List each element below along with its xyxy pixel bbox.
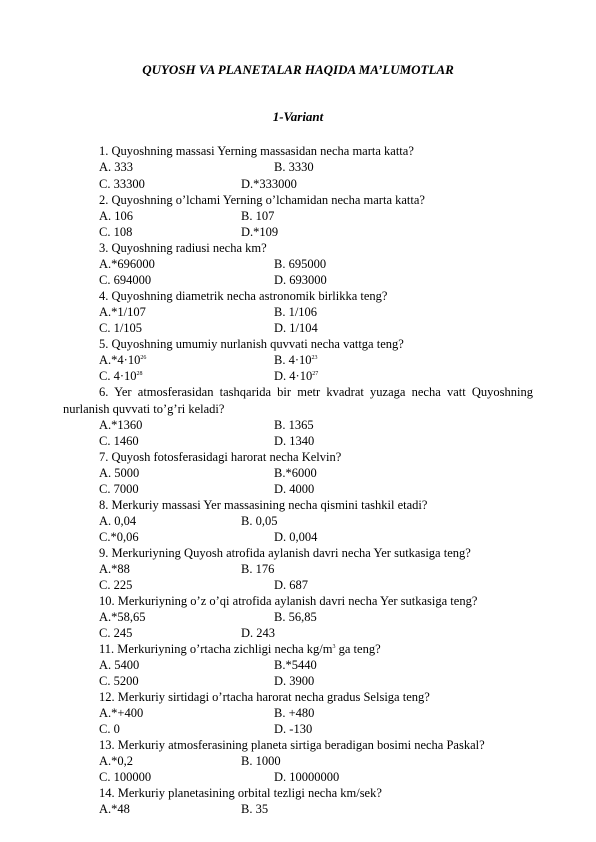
question-12: 12. Merkuriy sirtidagi o’rtacha harorat necha gradus Selsiga teng? xyxy=(99,690,430,704)
q14-option-a: A.*48 xyxy=(99,802,130,816)
q7-option-d: D. 4000 xyxy=(274,482,315,496)
q13-option-b: B. 1000 xyxy=(241,754,281,768)
q8-option-a: A. 0,04 xyxy=(99,514,137,528)
q6-option-b: B. 1365 xyxy=(274,418,314,432)
q7-option-a: A. 5000 xyxy=(99,466,140,480)
question-14: 14. Merkuriy planetasining orbital tezligi necha km/sek? xyxy=(99,786,382,800)
q7-option-b: B.*6000 xyxy=(274,466,317,480)
q11-option-a: A. 5400 xyxy=(99,658,140,672)
q9-option-d: D. 687 xyxy=(274,578,309,592)
q9-option-c: C. 225 xyxy=(99,578,133,592)
q1-option-c: C. 33300 xyxy=(99,177,145,191)
q1-option-b: B. 3330 xyxy=(274,160,314,174)
q12-option-d: D. -130 xyxy=(274,722,313,736)
q2-option-c: C. 108 xyxy=(99,225,133,239)
q12-option-a: A.*+400 xyxy=(99,706,144,720)
q1-option-d: D.*333000 xyxy=(241,177,297,191)
q11-option-d: D. 3900 xyxy=(274,674,315,688)
question-5: 5. Quyoshning umumiy nurlanish quvvati necha vattga teng? xyxy=(99,337,404,351)
q8-option-b: B. 0,05 xyxy=(241,514,278,528)
question-2: 2. Quyoshning o’lchami Yerning o’lchamidan necha marta katta? xyxy=(99,193,425,207)
q6-option-d: D. 1340 xyxy=(274,434,315,448)
question-9: 9. Merkuriyning Quyosh atrofida aylanish davri necha Yer sutkasiga teng? xyxy=(99,546,471,560)
q10-option-d: D. 243 xyxy=(241,626,276,640)
question-10: 10. Merkuriyning o’z o’qi atrofida aylanish davri necha Yer sutkasiga teng? xyxy=(99,594,478,608)
q3-option-a: A.*696000 xyxy=(99,257,155,271)
q14-option-b: B. 35 xyxy=(241,802,269,816)
q12-option-b: B. +480 xyxy=(274,706,315,720)
q7-option-c: C. 7000 xyxy=(99,482,139,496)
q6-option-c: C. 1460 xyxy=(99,434,139,448)
q6-option-a: A.*1360 xyxy=(99,418,143,432)
q3-option-c: C. 694000 xyxy=(99,273,152,287)
q4-option-a: A.*1/107 xyxy=(99,305,146,319)
q10-option-b: B. 56,85 xyxy=(274,610,317,624)
question-8: 8. Merkuriy massasi Yer massasining necha qismini tashkil etadi? xyxy=(99,498,428,512)
document-title: QUYOSH VA PLANETALAR HAQIDA MA’LUMOTLAR xyxy=(142,62,454,77)
q13-option-d: D. 10000000 xyxy=(274,770,340,784)
q1-option-a: A. 333 xyxy=(99,160,134,174)
q4-option-b: B. 1/106 xyxy=(274,305,318,319)
q12-option-c: C. 0 xyxy=(99,722,120,736)
q5-option-d: D. $4\cdot 10^{27}$ xyxy=(274,369,319,383)
question-4: 4. Quyoshning diametrik necha astronomik birlikka teng? xyxy=(99,289,388,303)
q13-option-c: C. 100000 xyxy=(99,770,152,784)
question-13: 13. Merkuriy atmosferasining planeta sirtiga beradigan bosimi necha Paskal? xyxy=(99,738,485,752)
q4-option-d: D. 1/104 xyxy=(274,321,318,335)
question-1: 1. Quyoshning massasi Yerning massasidan necha marta katta? xyxy=(99,144,414,158)
q3-option-b: B. 695000 xyxy=(274,257,327,271)
q9-option-b: B. 176 xyxy=(241,562,275,576)
q5-option-c: C. $4\cdot 10^{28}$ xyxy=(99,369,143,383)
question-6: 6. Yer atmosferasidan tashqarida bir metr kvadrat yuzaga necha vatt Quyoshning nurlanish quvvati to’g’ri keladi? xyxy=(63,385,533,416)
q10-option-a: A.*58,65 xyxy=(99,610,146,624)
q5-option-a: $A.*4\cdot 10^{26}$ xyxy=(99,353,147,367)
q13-option-a: A.*0,2 xyxy=(99,754,134,768)
question-7: 7. Quyosh fotosferasidagi harorat necha Kelvin? xyxy=(99,450,342,464)
question-3: 3. Quyoshning radiusi necha km? xyxy=(99,241,267,255)
q4-option-c: C. 1/105 xyxy=(99,321,143,335)
q10-option-c: C. 245 xyxy=(99,626,133,640)
q2-option-d: D.*109 xyxy=(241,225,279,239)
q8-option-d: D. 0,004 xyxy=(274,530,318,544)
q3-option-d: D. 693000 xyxy=(274,273,327,287)
variant-heading: 1-Variant xyxy=(272,109,324,124)
q2-option-b: B. 107 xyxy=(241,209,275,223)
q2-option-a: A. 106 xyxy=(99,209,134,223)
q11-option-c: C. 5200 xyxy=(99,674,139,688)
q8-option-c: C.*0,06 xyxy=(99,530,139,544)
q9-option-a: A.*88 xyxy=(99,562,130,576)
q11-option-b: B.*5440 xyxy=(274,658,317,672)
question-11: 11. Merkuriyning o’rtacha zichligi necha $kg/m^3$ ga teng? xyxy=(99,642,381,656)
q5-option-b: B. $4\cdot 10^{23}$ xyxy=(274,353,318,367)
